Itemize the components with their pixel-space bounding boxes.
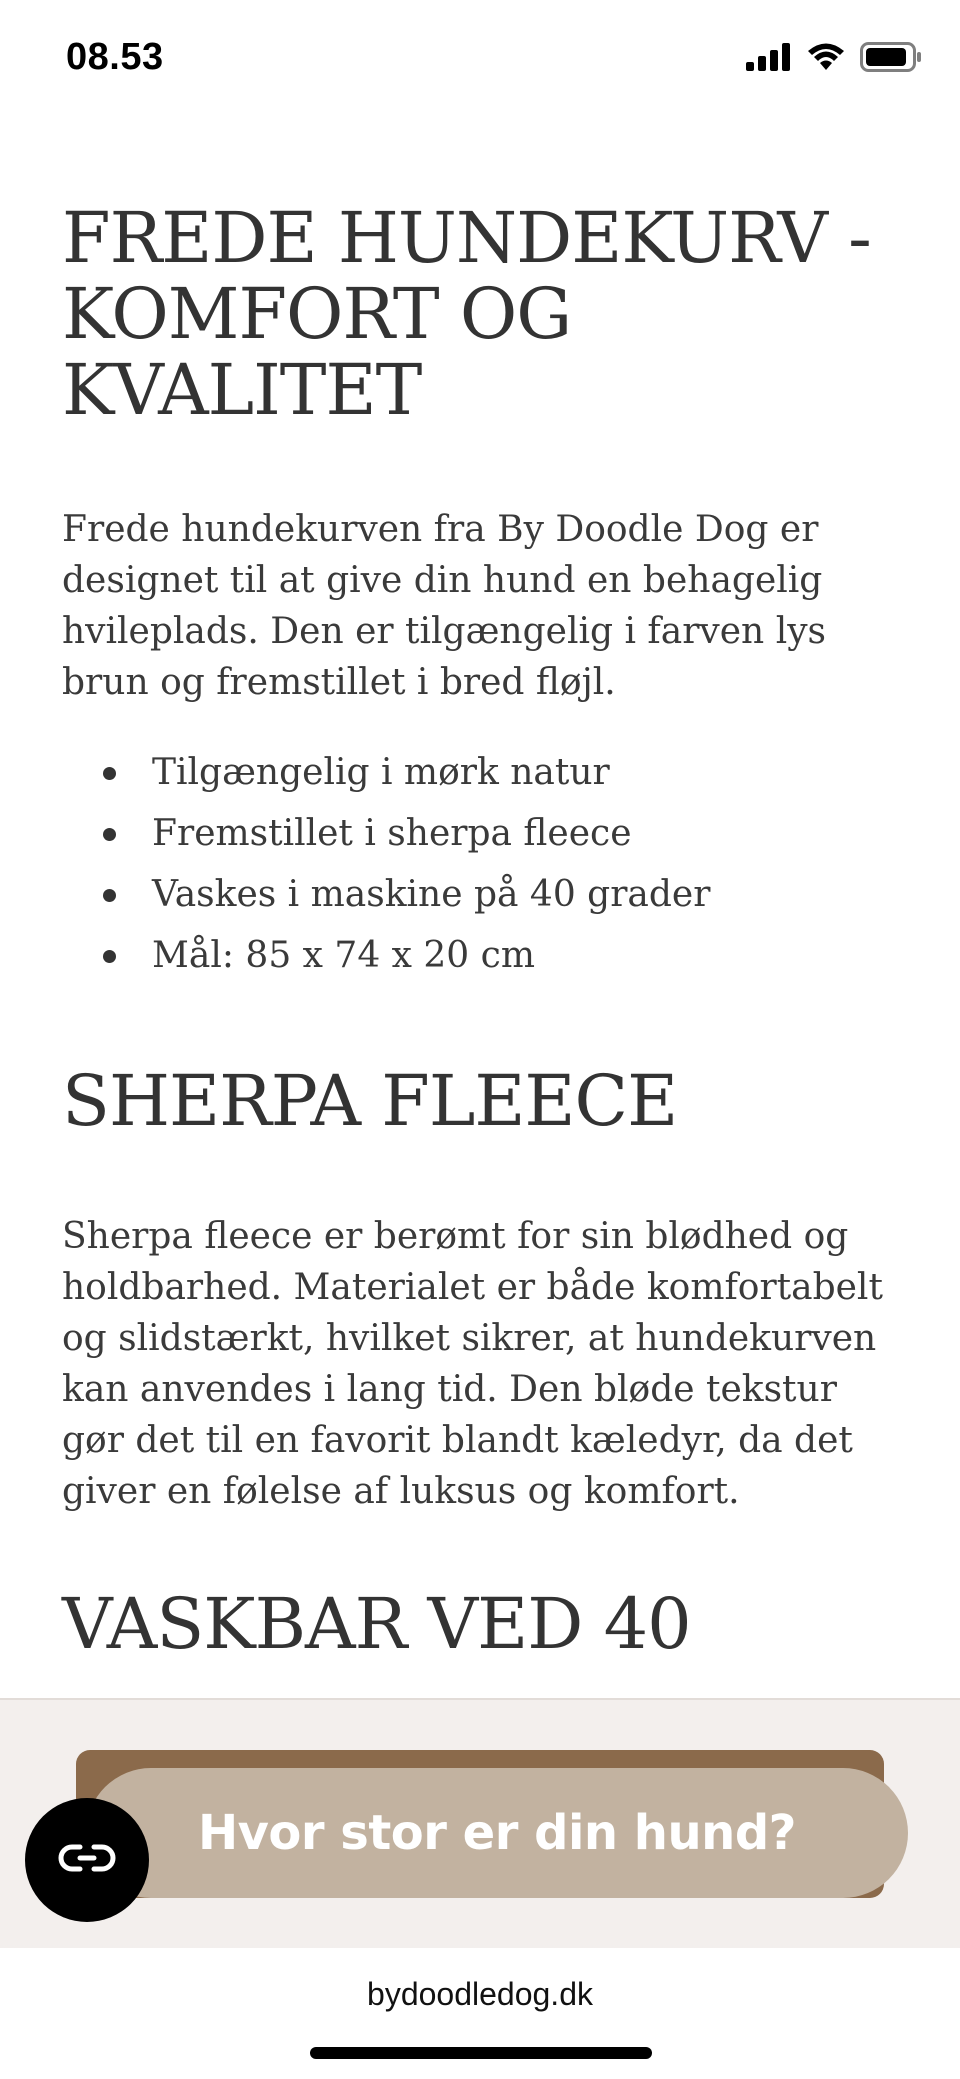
feature-item [62,925,902,986]
home-indicator [310,2047,652,2059]
dog-size-button-label: Hvor stor er din hund? [197,1805,797,1861]
status-bar [0,0,960,120]
feature-item [62,864,902,925]
product-title: FREDE HUNDEKURV - KOMFORT OG KVALITET [62,197,871,431]
feature-item [62,803,902,864]
feature-text: Tilgængelig i mørk natur [152,752,610,793]
browser-url-bar[interactable] [0,1948,960,2079]
bullet-icon [103,889,116,902]
cellular-signal-icon [746,43,792,75]
battery-icon [860,42,922,76]
bullet-icon [103,828,116,841]
sherpa-text: Sherpa fleece er berømt for sin blødhed og holdbarhed. Materialet er både komfortabelt og slidstærkt, hvilket sikrer, at hundekurven kan anvendes i lang tid. Den bløde tekstur gør det til en favorit blandt kæledyr, da det giver en følelse af luksus og komfort. [62,1216,883,1512]
wash-heading: VASKBAR VED 40 [62,1583,691,1665]
bullet-icon [103,950,116,963]
bullet-icon [103,767,116,780]
feature-text: Fremstillet i sherpa fleece [152,813,632,854]
chat-launcher-button[interactable] [25,1798,149,1922]
status-time: 08.53 [66,36,164,78]
product-intro: Frede hundekurven fra By Doodle Dog er designet til at give din hund en behagelig hvileplads. Den er tilgængelig i farven lys brun og fremstillet i bred fløjl. [62,509,827,703]
sticky-cta-bar [0,1698,960,1950]
wifi-icon [806,42,846,76]
product-description [62,197,902,1665]
url-text[interactable]: bydoodledog.dk [367,1976,593,2012]
feature-item [62,742,902,803]
dog-size-button[interactable] [86,1768,908,1898]
status-icons [746,42,922,76]
feature-text: Mål: 85 x 74 x 20 cm [152,935,535,976]
feature-list [62,742,902,986]
feature-text: Vaskes i maskine på 40 grader [152,874,711,915]
sherpa-heading: SHERPA FLEECE [62,1060,678,1142]
chat-link-icon [56,1842,118,1878]
